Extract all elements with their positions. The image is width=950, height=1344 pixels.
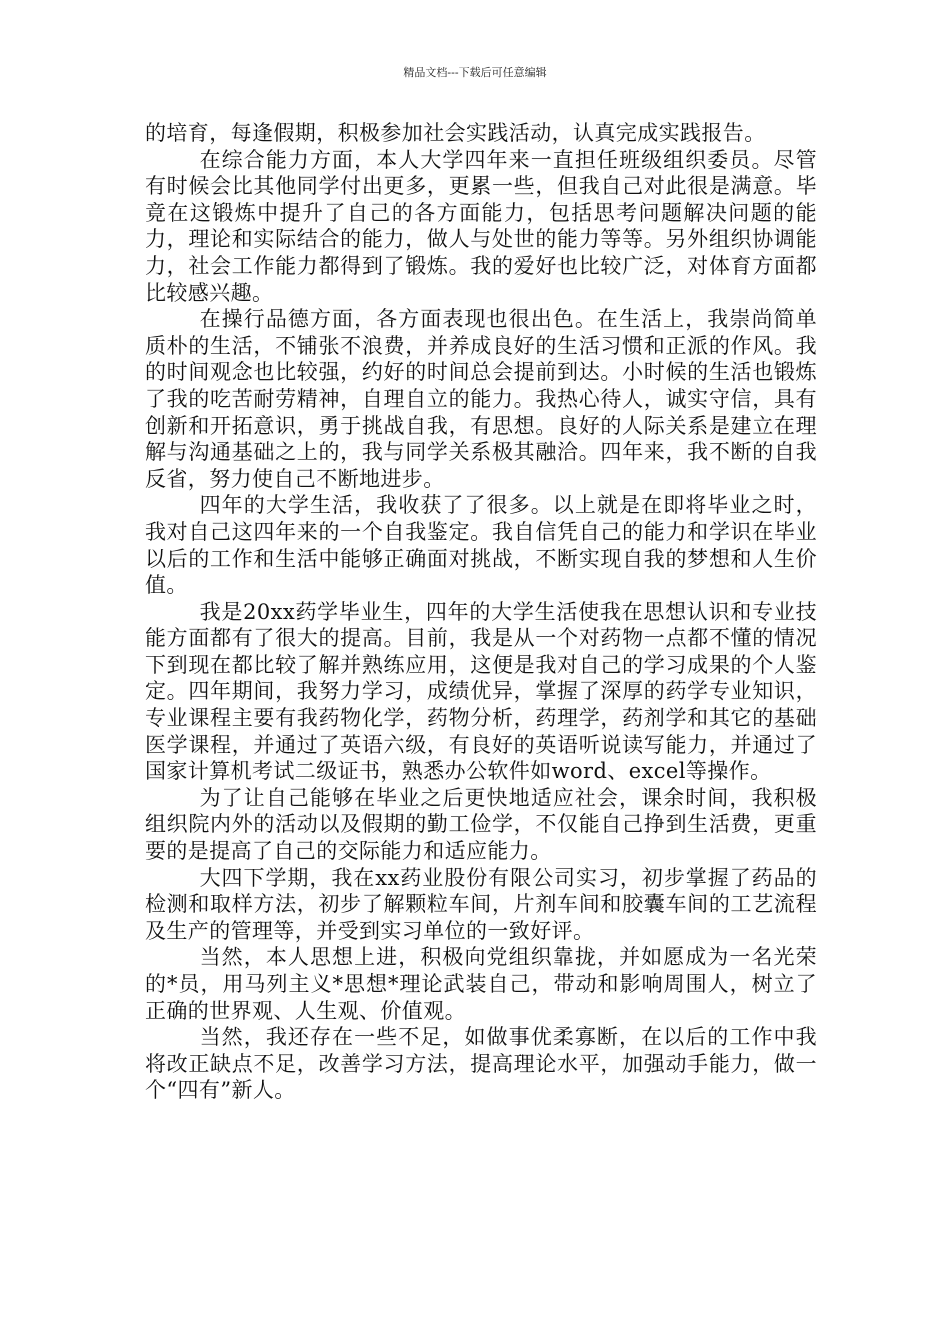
paragraph-ideology: 当然，本人思想上进，积极向党组织靠拢，并如愿成为一名光荣的*员，用马列主义*思想*理论武装自己，带动和影响周围人，树立了正确的世界观、人生观、价值观。 bbox=[145, 945, 817, 1023]
paragraph-ability: 在综合能力方面，本人大学四年来一直担任班级组织委员。尽管有时候会比其他同学付出更多，更累一些，但我自己对此很是满意。毕竟在这锻炼中提升了自己的各方面能力，包括思考问题解决问题的能力，理论和实际结合的能力，做人与处世的能力等等。另外组织协调能力，社会工作能力都得到了锻炼。我的爱好也比较广泛，对体育方面都比较感兴趣。 bbox=[145, 147, 817, 305]
paragraph-internship: 大四下学期，我在xx药业股份有限公司实习，初步掌握了药品的检测和取样方法，初步了解颗粒车间，片剂车间和胶囊车间的工艺流程及生产的管理等，并受到实习单位的一致好评。 bbox=[145, 865, 817, 943]
paragraph-social-activity: 为了让自己能够在毕业之后更快地适应社会，课余时间，我积极组织院内外的活动以及假期的勤工俭学，不仅能自己挣到生活费，更重要的是提高了自己的交际能力和适应能力。 bbox=[145, 785, 817, 864]
paragraph-conduct: 在操行品德方面，各方面表现也很出色。在生活上，我崇尚简单质朴的生活，不铺张不浪费，并养成良好的生活习惯和正派的作风。我的时间观念也比较强，约好的时间总会提前到达。小时候的生活也锻炼了我的吃苦耐劳精神，自理自立的能力。我热心待人，诚实守信，具有创新和开拓意识，勇于挑战自我，有思想。良好的人际关系是建立在理解与沟通基础之上的，我与同学关系极其融洽。四年来，我不断的自我反省，努力使自己不断地进步。 bbox=[145, 307, 817, 491]
paragraph-pharmacy-study: 我是20xx药学毕业生，四年的大学生活使我在思想认识和专业技能方面都有了很大的提高。目前，我是从一个对药物一点都不懂的情况下到现在都比较了解并熟练应用，这便是我对自己的学习成果的个人鉴定。四年期间，我努力学习，成绩优异，掌握了深厚的药学专业知识，专业课程主要有我药物化学，药物分析，药理学，药剂学和其它的基础医学课程，并通过了英语六级，有良好的英语听说读写能力，并通过了国家计算机考试二级证书，熟悉办公软件如word、excel等操作。 bbox=[145, 599, 817, 784]
paragraph-summary: 四年的大学生活，我收获了了很多。以上就是在即将毕业之时，我对自己这四年来的一个自我鉴定。我自信凭自己的能力和学识在毕业以后的工作和生活中能够正确面对挑战，不断实现自我的梦想和人生价值。 bbox=[145, 493, 817, 598]
page-header: 精品文档---下载后可任意编辑 bbox=[403, 66, 547, 79]
paragraph-continuation: 的培育，每逢假期，积极参加社会实践活动，认真完成实践报告。 bbox=[145, 121, 766, 145]
document-body bbox=[145, 120, 817, 1104]
paragraph-shortcomings: 当然，我还存在一些不足，如做事优柔寡断，在以后的工作中我将改正缺点不足，改善学习方法，提高理论水平，加强动手能力，做一个“四有”新人。 bbox=[145, 1025, 817, 1103]
